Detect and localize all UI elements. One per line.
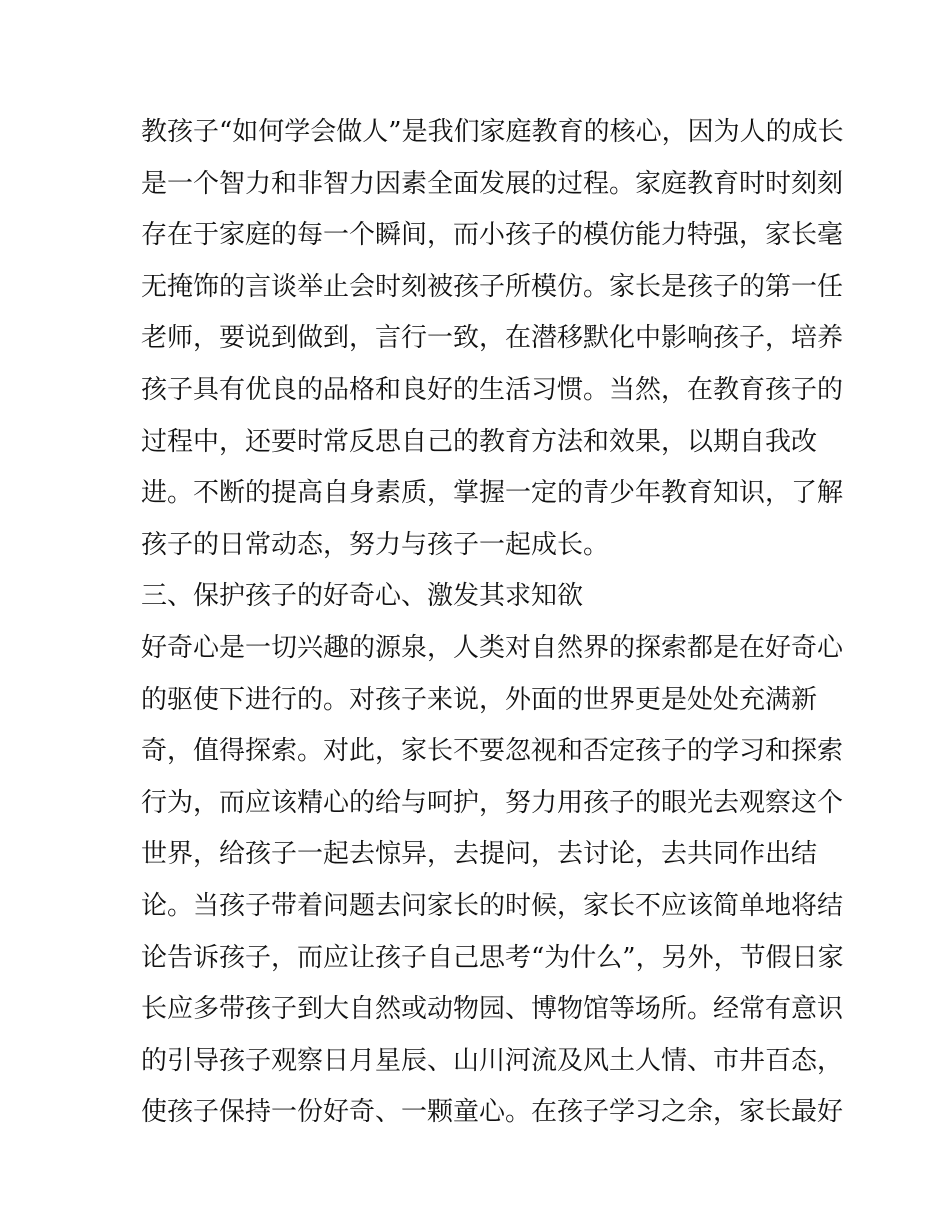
- paragraph-line-9: 孩子的日常动态，努力与孩子一起成长。: [141, 529, 610, 560]
- paragraph-line-3: 存在于家庭的每一个瞬间，而小孩子的模仿能力特强，家长毫: [141, 220, 844, 251]
- paragraph-line-2: 是一个智力和非智力因素全面发展的过程。家庭教育时时刻刻: [141, 168, 844, 199]
- paragraph-line-18: 长应多带孩子到大自然或动物园、博物馆等场所。经常有意识: [141, 994, 844, 1025]
- paragraph-line-13: 奇，值得探索。对此，家长不要忽视和否定孩子的学习和探索: [141, 736, 844, 767]
- paragraph-line-1: 教孩子“如何学会做人”是我们家庭教育的核心，因为人的成长: [141, 117, 844, 147]
- paragraph-line-7: 过程中，还要时常反思自己的教育方法和效果，以期自我改: [141, 426, 818, 457]
- paragraph-line-12: 的驱使下进行的。对孩子来说，外面的世界更是处处充满新: [141, 684, 818, 715]
- document-body: [141, 107, 844, 1139]
- paragraph-line-6: 孩子具有优良的品格和良好的生活习惯。当然，在教育孩子的: [141, 374, 844, 405]
- paragraph-line-4: 无掩饰的言谈举止会时刻被孩子所模仿。家长是孩子的第一任: [141, 271, 844, 302]
- section-heading: 三、保护孩子的好奇心、激发其求知欲: [141, 581, 584, 612]
- paragraph-line-14: 行为，而应该精心的给与呵护，努力用孩子的眼光去观察这个: [141, 787, 844, 818]
- paragraph-line-8: 进。不断的提高自身素质，掌握一定的青少年教育知识，了解: [141, 478, 844, 509]
- paragraph-line-11: 好奇心是一切兴趣的源泉，人类对自然界的探索都是在好奇心: [141, 632, 844, 663]
- paragraph-line-16: 论。当孩子带着问题去问家长的时候，家长不应该简单地将结: [141, 890, 844, 921]
- paragraph-line-5: 老师，要说到做到，言行一致，在潜移默化中影响孩子，培养: [141, 323, 844, 354]
- paragraph-line-19: 的引导孩子观察日月星辰、山川河流及风土人情、市井百态，: [141, 1045, 844, 1076]
- paragraph-line-15: 世界，给孩子一起去惊异，去提问，去讨论，去共同作出结: [141, 839, 818, 870]
- paragraph-line-17: 论告诉孩子，而应让孩子自己思考“为什么”，另外，节假日家: [141, 942, 844, 973]
- paragraph-line-20: 使孩子保持一份好奇、一颗童心。在孩子学习之余，家长最好: [141, 1097, 844, 1128]
